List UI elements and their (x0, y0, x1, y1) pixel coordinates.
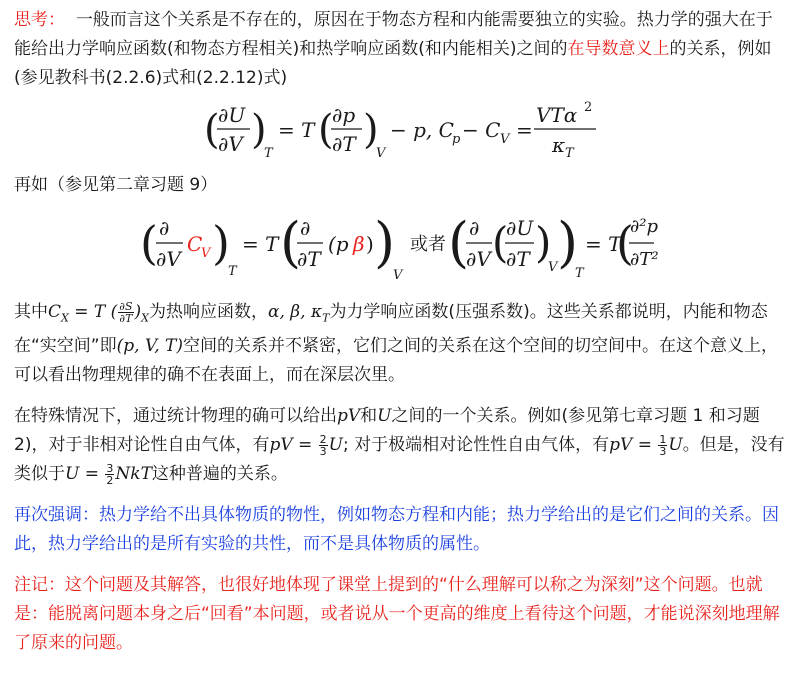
p4-t1: 在特殊情况下，通过统计物理的确可以给出 (14, 406, 337, 427)
p4-u3: U = (65, 464, 105, 485)
p4-pv2: pV = (609, 435, 658, 456)
p3-cx: C (48, 302, 62, 322)
eq2-paren-open-a: ( (140, 216, 158, 270)
eq2-c-num: ∂ (469, 216, 480, 240)
p3-greek-sub: T (322, 311, 330, 325)
p3-t1: 其中 (14, 302, 48, 322)
equation-1 (14, 93, 786, 171)
eq2-a-sub: T (228, 264, 237, 279)
p4-f2-den: 3 (659, 444, 667, 458)
eq1-minus-c: − C (462, 118, 501, 142)
p3-greek: α, β, κ (268, 302, 323, 322)
eq1-paren-open-1: ( (204, 107, 220, 153)
eq2-d-sub: V (548, 260, 558, 275)
eq2-d-den: ∂T (506, 247, 530, 271)
p4-f3-num: 3 (106, 461, 114, 475)
eq2-paren-close-b: ) (374, 211, 396, 274)
eq2-paren-close-d: ) (535, 218, 552, 267)
p4-frac-2 (658, 434, 667, 457)
p4-nkt: NkT (115, 464, 152, 485)
eq2-b-den: ∂T (297, 247, 321, 271)
equation-2-svg (140, 203, 660, 287)
eq1-lhs-num: ∂U (218, 103, 246, 127)
p4-t5: 。但是，没有类似于 (14, 435, 785, 485)
paragraph-emphasis: 再次强调：热力学给不出具体物质的物性，例如物态方程和内能；热力学给出的是它们之间的关系。因此，热力学给出的是所有实验的共性，而不是具体物质的属性。 (14, 505, 779, 555)
p4-u: U (377, 406, 392, 427)
p4-u2: U (668, 435, 683, 456)
eq1-eq-t: = T (278, 118, 315, 142)
p3-cx-den: ∂T (119, 311, 133, 325)
p3-pvt: (p, V, T) (116, 336, 184, 357)
eq2-e-den: ∂T² (630, 249, 659, 270)
paragraph-special-case (14, 402, 786, 489)
eq1-rhs-num: ∂p (332, 103, 356, 127)
equation-2 (14, 200, 786, 290)
paragraph-response-functions (14, 298, 786, 390)
p4-u1: U (328, 435, 343, 456)
p3-cx-eq: = T ( (68, 302, 118, 322)
eq2-beta: β (353, 232, 365, 256)
eq2-c-den: ∂V (466, 247, 491, 271)
p4-pv1: pV = (269, 435, 318, 456)
eq1-cv-sub: V (500, 132, 510, 147)
eq2-d-num: ∂U (506, 216, 534, 240)
p4-t2: 和 (360, 406, 378, 427)
p4-t4: ; 对于极端相对论性性自由气体，有 (343, 435, 610, 456)
paragraph-note: 注记：这个问题及其解答，也很好地体现了课堂上提到的“什么理解可以称之为深刻”这个问题。也就是：能脱离问题本身之后“回看”本问题，或者说从一个更高的维度上看待这个问题，才能说深刻地理解了原来的问题。 (14, 575, 780, 654)
eq2-b-sub: V (393, 268, 403, 283)
eq2-connector: 或者 (410, 234, 446, 255)
eq2-eq: = T (242, 232, 279, 256)
eq2-b-num: ∂ (300, 216, 311, 240)
p3-cx-num: ∂S (119, 299, 133, 313)
p4-t3: 之间的一个关系。例如(参见第七章习题 1 和习题 2)，对于非相对论性自由气体，有 (14, 406, 760, 456)
eq1-frac-num: VTα (536, 103, 578, 127)
eq2-paren-open-b: ( (280, 211, 302, 274)
p4-t6: 这种普遍的关系。 (151, 464, 288, 485)
p4-frac-3 (105, 463, 114, 486)
p3-t3: 为力学响应函数(压强系数)。这些关系都说明，内能和物态在“实空间”即 (14, 302, 768, 357)
eq1-paren-open-2: ( (318, 107, 334, 153)
text-thinking-a: 一般而言这个关系是不存在的，原因在于物态方程和内能需要独立的实验。热力学的强大在于能给出力学响应函数(和物态方程相关)和热学响应函数(和内能相关)之间的 (14, 10, 773, 59)
eq2-pb-open: (p (328, 232, 349, 256)
eq2-a-den: ∂V (156, 247, 181, 271)
p3-cx-close: ) (134, 302, 142, 322)
p4-f1-num: 2 (319, 432, 327, 446)
eq2-paren-open-d: ( (492, 218, 509, 267)
eq2-paren-close-a: ) (212, 216, 230, 270)
eq1-eq2: = (516, 118, 533, 142)
eq1-cp-sub: p (452, 132, 461, 147)
eq1-lhs-sub: T (264, 146, 273, 161)
eq2-c-sub: T (575, 266, 584, 281)
eq1-frac-sup: 2 (584, 100, 593, 115)
eq2-pb-close: ) (366, 232, 374, 256)
p3-cx-sub: X (61, 311, 69, 325)
p4-f2-num: 1 (659, 432, 667, 446)
eq1-frac-den: κ (552, 133, 566, 157)
eq1-paren-close-2: ) (363, 107, 379, 153)
paragraph-thinking (14, 6, 786, 93)
text-highlight-derivative: 在导数意义上 (567, 39, 670, 59)
p3-t4: 空间的关系并不紧密，它们之间的关系在这个空间的切空间中。在这个意义上，可以看出物理规律的确不在表面上，而在深层次里。 (14, 336, 779, 386)
p4-pv: pV (337, 406, 361, 427)
eq2-cv-sub: V (201, 246, 211, 261)
eq2-paren-open-e: ( (616, 216, 634, 270)
eq2-a-num: ∂ (159, 216, 170, 240)
eq1-paren-close-1: ) (251, 107, 267, 153)
p3-t2: 为热响应函数， (149, 302, 269, 322)
eq2-paren-close-c: ) (557, 211, 579, 274)
p3-cx-close-sub: X (141, 311, 150, 325)
eq2-paren-open-c: ( (448, 211, 470, 274)
document-page (14, 6, 786, 658)
eq2-cv: C (187, 232, 203, 256)
label-thinking: 思考： (14, 10, 65, 30)
eq1-rhs-den: ∂T (332, 132, 356, 156)
eq1-rhs-sub: V (376, 146, 386, 161)
eq1-tail: − p, C (390, 118, 454, 142)
eq2-eq-b: = T (585, 232, 622, 256)
equation-1-svg (200, 97, 600, 167)
p4-f1-den: 3 (319, 444, 327, 458)
paragraph-example: 再如（参见第二章习题 9） (14, 175, 218, 195)
p3-cx-frac (118, 301, 133, 324)
eq1-frac-den-sub: T (565, 146, 574, 161)
text-thinking-b: 的关系，例如(参见教科书(2.2.6)式和(2.2.12)式) (14, 39, 772, 88)
p4-frac-1 (319, 434, 328, 457)
eq2-e-num: ∂²p (630, 216, 659, 237)
p4-f3-den: 2 (106, 473, 114, 487)
eq1-lhs-den: ∂V (218, 132, 243, 156)
